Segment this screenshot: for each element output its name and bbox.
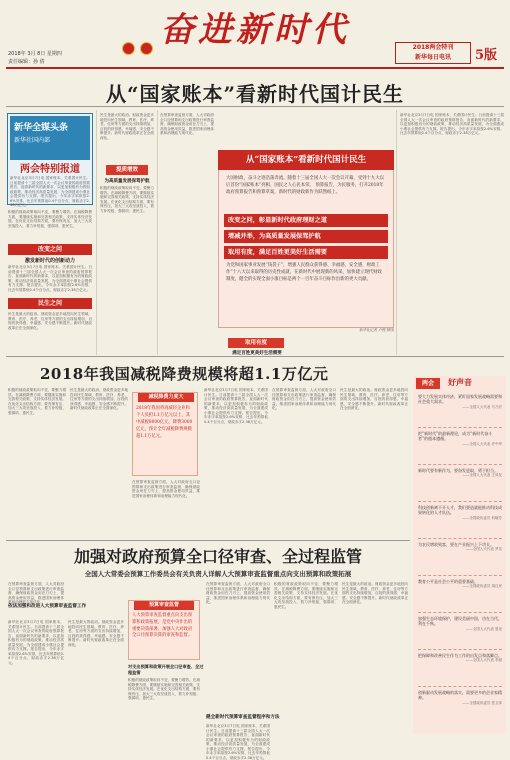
quote-item <box>418 505 502 521</box>
special-issue-tag <box>395 42 471 64</box>
masthead-title: 奋进新时代 <box>160 10 350 50</box>
quote-attribution: ——全国政协委员 张玉萍 <box>462 700 502 705</box>
tax-callout-text: 2018年我国将再减轻企业和个人负担1.1万亿元以上，其中减税8000亿元，降费3000亿元，预计全年减税降费规模超1.1万亿元。 <box>136 406 193 439</box>
media-box-title: 两会特别报道 <box>20 164 80 175</box>
body-text: 在预算审查监督方面，人大对政府全口径预算和支出政策进行审查监督，确保财政资金用在刀刃上，提高资金使用效益，推进国家治理体系和治理能力现代化。 <box>8 582 64 604</box>
divider <box>6 106 504 107</box>
feature-box-text: 为党和国家事业发展“钱袋子”，增强人民群众获得感、幸福感、安全感，财政工作“十八大以来取得的历史性成就，在新时代中展现新的风采，加快建立现代财政制度，健全的实现全面小康目标是两个一百年奋斗目标作出新的更大贡献。 <box>226 263 382 282</box>
section-head-quality: 提质增效 <box>106 165 148 175</box>
feature-text-b: 预算报告，为民服务，打开2018年政府预算报告和预算草案，新时代的财政新作为跃然纸上。 <box>226 183 384 195</box>
quote-text: 创新驱动发展战略的落实，需要更多的企业家精神。 <box>418 690 502 701</box>
section-head-use: 取用有度 <box>228 338 284 348</box>
feature-box-title: 从“国家账本”看新时代国计民生 <box>218 150 394 170</box>
section-subhead: 激发新时代的创新动力 <box>24 258 75 264</box>
quote-attribution: ——全国政协委员 周汉民 <box>462 584 502 589</box>
quotes-panel <box>413 376 506 734</box>
inner-subhead-1: 依法加强和改进人大预算审查监督工作 <box>8 604 87 609</box>
feature-bar-3: 取用有度，满足百姓更美好生活需要 <box>224 246 388 259</box>
body-text: 民生是最大的政治。财政资金更多地投向民生领域，教育、医疗、养老、住房等方面的支出持续增加，百姓的获得感、幸福感、安全感不断提升。新时代财政改革正在全面深化。 <box>68 620 124 647</box>
quote-item <box>418 431 502 447</box>
quote-attribution: ——全国人大代表 马乃宏 <box>462 404 502 409</box>
section-head-change: 改变之问 <box>8 244 92 255</box>
quote-attribution: ——全国人大代表 李斌 <box>465 658 502 663</box>
quote-text: 加强生态环境保护，建设美丽中国，功在当代，利在千秋。 <box>418 616 502 627</box>
emblem-icon <box>140 42 153 55</box>
quote-separator <box>418 427 502 428</box>
quote-attribution: ——全国人大代表 罗英 <box>465 547 502 552</box>
quote-item <box>418 542 502 553</box>
quote-item <box>418 579 502 590</box>
quote-attribution: ——全国人大代表 夏尧 <box>465 626 502 631</box>
quote-attribution: ——全国人大代表 王凤仪 <box>462 473 502 478</box>
quote-separator <box>418 612 502 613</box>
quote-text: 把“新时代”的最新理论，成为“新时代奋斗者”的根本遵循。 <box>418 431 493 442</box>
audit-callout-head: 预算审查监督 <box>134 601 194 610</box>
quote-attribution: ——全国人大代表 许中华 <box>462 441 502 446</box>
body-text: 积极的财政政策取向不变，要聚力增效。在减税降费方面，要继续实施和完善相关政策，支持实体经济发展。在优化支出结构方面，要有保有压，加大三大攻坚战投入，着力补短板、强弱项、惠民生。 <box>274 582 338 609</box>
page-number: 5版 <box>475 48 498 63</box>
quote-text: 把保障和改善民生作为工作的出发点和落脚点。 <box>418 653 502 658</box>
feature-text-a: 大国财政，奋斗之迹浩荡奔流。随着十三届全国人大一次会议开幕，受到十九大以后首份“国家账本”亮相，国民之人心民本荣。 <box>226 176 385 188</box>
tag-line-2: 新华每日电讯 <box>414 54 451 61</box>
media-logo-text: 新华全媒头条 <box>14 123 69 133</box>
body-text: 民生是最大的政治。财政资金更多地投向民生领域，教育、医疗、养老、住房等方面的支出持续增加，百姓的获得感、幸福感、安全感不断提升。新时代财政改革正在全面深化。 <box>100 113 154 140</box>
tax-callout-head: 减税降费力度大 <box>138 393 194 402</box>
media-box-text: 新华社北京3月7日电 国家账本，关系国计民生。日前提请十三届全国人大一次会议审查的政府预算报告，直面新时代的新要求，以更加积极有为的财政政策，推动经济高质量发展，为全面建成小康社会提供有力支撑。报告提出，今年赤字率拟按2.6%安排，比去年预算低0.4个百分点，财政赤字2.38万亿元。 <box>10 176 90 207</box>
quote-item <box>418 653 502 664</box>
body-text: 积极的财政政策取向不变，要聚力增效。在减税降费方面，要继续实施和完善相关政策，支持实体经济发展。在优化支出结构方面，要有保有压，加大三大攻坚战投入，着力补短板、强弱项、惠民生。 <box>128 678 200 700</box>
column-rule <box>96 110 97 355</box>
quote-text: 要大力发展实体经济，紧盯国家发展战略需要和社会重大需求。 <box>418 394 502 405</box>
body-text: 民生是最大的政治。财政资金更多地投向民生领域，教育、医疗、养老、住房等方面的支出持续增加，百姓的获得感、幸福感、安全感不断提升。新时代财政改革正在全面深化。 <box>340 388 408 410</box>
body-text: 在预算审查监督方面，人大对政府全口径预算和支出政策进行审查监督，确保财政资金用在刀刃上，提高资金使用效益，推进国家治理体系和治理能力现代化。 <box>160 113 214 135</box>
quote-separator <box>418 575 502 576</box>
divider <box>6 540 410 541</box>
body-text: 积极的财政政策取向不变，要聚力增效。在减税降费方面，要继续实施和完善相关政策，支持实体经济发展。在优化支出结构方面，要有保有压，加大三大攻坚战投入，着力补短板、强弱项、惠民生。 <box>8 388 66 415</box>
quote-text: 科技创新离不开人才，我们要造就能推动科技成果转化的人才队伍。 <box>418 505 502 516</box>
divider <box>6 356 504 357</box>
body-text: 在预算审查监督方面，人大对政府全口径预算和支出政策进行审查监督，确保财政资金用在刀刃上，提高资金使用效益，推进国家治理体系和治理能力现代化。 <box>272 388 336 410</box>
section-subhead: 为高质量发展保驾护航 <box>104 179 150 184</box>
body-text: 民生是最大的政治。财政资金更多地投向民生领域，教育、医疗、养老、住房等方面的支出持续增加，百姓的获得感、幸福感、安全感不断提升。新时代财政改革正在全面深化。 <box>70 388 128 410</box>
quote-text: 教育公平是社会公平的重要基础。 <box>418 579 478 584</box>
quote-text: 新时代要有新作为，要奋发进取，勇于担当。 <box>418 468 498 473</box>
body-text: 在预算审查监督方面，人大对政府全口径预算和支出政策进行审查监督，确保财政资金用在刀刃上，提高资金使用效益，推进国家治理体系和治理能力现代化。 <box>206 582 270 604</box>
audit-callout-text: 人大预算审查监督重点向支出预算和政策拓展，是党中央作出的重要决策部署，加强人大对政府全口径预算决算的审查和监督。 <box>132 613 193 639</box>
main-headline: 从“国家账本”看新时代国计民生 <box>105 82 404 106</box>
quotes-badge: 两会 <box>416 378 440 389</box>
tag-line-1: 2018两会特刊 <box>412 44 454 51</box>
body-text: 民生是最大的政治。财政资金更多地投向民生领域，教育、医疗、养老、住房等方面的支出持续增加，百姓的获得感、幸福感、安全感不断提升。新时代财政改革正在全面深化。 <box>8 312 92 330</box>
editor-credit: 责任编辑：孙 倩 <box>8 59 45 65</box>
tax-headline: 2018年我国减税降费规模将超1.1万亿元 <box>40 365 329 383</box>
body-text: 积极的财政政策取向不变，要聚力增效。在减税降费方面，要继续实施和完善相关政策，支持实体经济发展。在优化支出结构方面，要有保有压，加大三大攻坚战投入，着力补短板、强弱项、惠民生。 <box>100 186 154 213</box>
quote-separator <box>418 538 502 539</box>
feature-box-text <box>226 175 386 196</box>
quote-separator <box>418 686 502 687</box>
quote-separator <box>418 649 502 650</box>
budget-headline: 加强对政府预算全口径审查、全过程监管 <box>73 547 362 566</box>
section-subhead: 满足百姓更美好生活需要 <box>232 351 282 356</box>
quotes-title: 好声音 <box>448 377 472 387</box>
body-text: 新华社北京3月7日电 国家账本，关系国计民生。日前提请十三届全国人大一次会议审查的政府预算报告，直面新时代的新要求，以更加积极有为的财政政策，推动经济高质量发展，为全面建成小康社会提供有力支撑。报告提出，今年赤字率拟按2.6%安排，比去年预算低0.4个百分点，财政赤字2.38万亿元。 <box>206 724 270 760</box>
budget-subheadline: 全国人大常委会预算工作委员会有关负责人详解人大预算审查监督重点向支出预算和政策拓展 <box>84 570 352 578</box>
column-rule <box>396 110 397 355</box>
quote-separator <box>418 501 502 502</box>
body-text: 新华社北京3月7日电 国家账本，关系国计民生。日前提请十三届全国人大一次会议审查的政府预算报告，直面新时代的新要求，以更加积极有为的财政政策，推动经济高质量发展，为全面建成小康社会提供有力支撑。报告提出，今年赤字率拟按2.6%安排，比去年预算低0.4个百分点，财政赤字2.38万亿元。 <box>204 388 268 424</box>
quote-attribution: ——全国政协委员 何晓芳 <box>462 515 502 520</box>
media-logo-sub: 新华社国内部 <box>14 137 51 144</box>
feature-bar-2: 增减并举，为高质量发展保驾护航 <box>224 230 388 243</box>
body-text: 新华社北京3月7日电 国家账本，关系国计民生。日前提请十三届全国人大一次会议审查的政府预算报告，直面新时代的新要求，以更加积极有为的财政政策，推动经济高质量发展，为全面建成小康社会提供有力支撑。报告提出，今年赤字率拟按2.6%安排，比去年预算低0.4个百分点，财政赤字2.38万亿元。 <box>8 620 64 665</box>
column-rule <box>157 110 158 355</box>
inner-subhead-3: 健全新时代预算审查监督程序和方法 <box>206 715 280 720</box>
quote-item <box>418 468 502 479</box>
issue-date: 2018年 3月 8日 星期四 <box>8 51 62 57</box>
section-head-livelihood: 民生之问 <box>8 298 92 309</box>
emblem-icon <box>122 42 135 55</box>
feature-bar-1: 改变之问，彰显新时代政府理财之道 <box>224 214 388 227</box>
quote-item <box>418 394 502 410</box>
body-text: 民生是最大的政治。财政资金更多地投向民生领域，教育、医疗、养老、住房等方面的支出持续增加，百姓的获得感、幸福感、安全感不断提升。新时代财政改革正在全面深化。 <box>342 582 408 604</box>
quote-separator <box>418 464 502 465</box>
body-text: 在预算审查监督方面，人大对政府全口径预算和支出政策进行审查监督，确保财政资金用在刀刃上，提高资金使用效益，推进国家治理体系和治理能力现代化。 <box>132 480 200 498</box>
body-text: 新华社北京3月7日电 国家账本，关系国计民生。日前提请十三届全国人大一次会议审查的政府预算报告，直面新时代的新要求，以更加积极有为的财政政策，推动经济高质量发展，为全面建成小康社会提供有力支撑。报告提出，今年赤字率拟按2.6%安排，比去年预算低0.4个百分点，财政赤字2.38万亿元。 <box>400 113 504 135</box>
quote-text: 为农民增收致富，要在产业振兴上下功夫。 <box>418 542 494 547</box>
body-text: 积极的财政政策取向不变，要聚力增效。在减税降费方面，要继续实施和完善相关政策，支持实体经济发展。在优化支出结构方面，要有保有压，加大三大攻坚战投入，着力补短板、强弱项、惠民生。 <box>8 210 92 228</box>
graphic-credit: 新华社记者 卢俊 制图 <box>359 328 394 332</box>
body-text: 新华社北京3月7日电 国家账本，关系国计民生。日前提请十三届全国人大一次会议审查的政府预算报告，直面新时代的新要求，以更加积极有为的财政政策，推动经济高质量发展，为全面建成小康社会提供有力支撑。报告提出，今年赤字率拟按2.6%安排，比去年预算低0.4个百分点，财政赤字2.38万亿元。 <box>8 265 92 292</box>
quote-item <box>418 690 502 706</box>
inner-subhead-2: 对支出预算和政策开展全口径审查、全过程监管 <box>128 664 204 675</box>
quote-item <box>418 616 502 632</box>
masthead-rule <box>6 67 504 69</box>
